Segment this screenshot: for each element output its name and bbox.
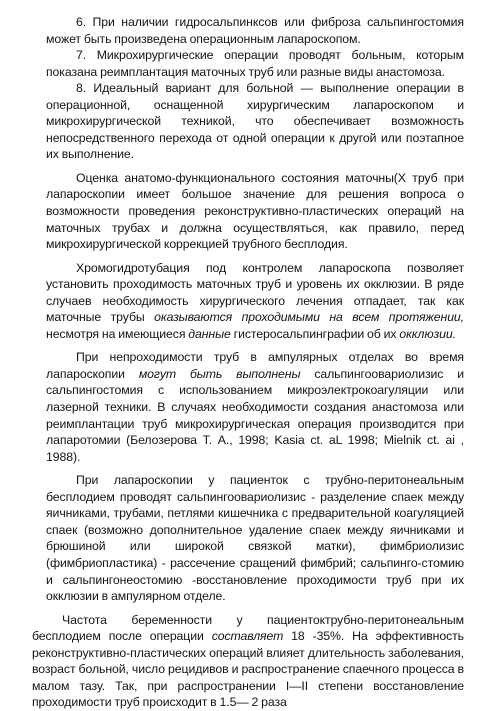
- paragraph-text: гистеросальпинграфии об их: [230, 326, 400, 341]
- paragraph-text: 7. Микрохирургические операции проводят больным, которым показана реимплантация маточных труб или разные виды анастомоза.: [46, 48, 464, 79]
- paragraph-item-7: [46, 47, 464, 80]
- paragraph-text: 6. При наличии гидросальпинксов или фиброза сальпингостомия может быть произведена операционным лапароскопом.: [46, 15, 464, 46]
- paragraph-item-8: [46, 80, 464, 163]
- paragraph-text: сальпингоовариолизис и сальпингостомия с использованием микроэлектрокоагуляции или лазерной техники. В случаях необходимости создания анастомоза или реимплантации труб микрохирургическая операция производится при лапаротомии (Белозерова Т. А., 1998; Kasia ct. aL 1998; Mielnik ct. ai , 1988).: [46, 366, 464, 464]
- paragraph-assessment: [46, 170, 464, 253]
- paragraph-text: Частота беременности у пациентоктрубно-перитонеальным бесплодием после операции: [32, 612, 464, 644]
- emphasis-text: окклюзии.: [399, 326, 456, 341]
- emphasis-text: составляет: [211, 629, 284, 644]
- paragraph-text: 8. Идеальный вариант для больной — выполнение операции в операционной, оснащенной хирургическим лапароскопом и микрохирургической техникой, что обеспечивает возможность непосредственного перехода от одной операции к другой или поэтапное их выполнение.: [46, 81, 464, 162]
- emphasis-text: оказываются проходимыми на всем протяжении,: [154, 310, 464, 325]
- paragraph-pregnancy-rate: [32, 612, 464, 711]
- paragraph-text: 18 -35%. На эффективность реконструктивно-пластических операций влияет длительность заболевания, возраст больной, число рецидивов и распространение спаечного процесса в малом тазу. Так, при распространении I—II степени восстановление проходимости труб происходит в 1.5— 2 раза: [32, 629, 464, 710]
- emphasis-text: могут быть выполнены: [138, 366, 301, 381]
- paragraph-text: несмотря на имеющиеся: [46, 326, 189, 341]
- paragraph-text: Хромогидротубация под контролем лапароскопа позволяет установить проходимость маточных труб и уровень их окклюзии. В ряде случаев необходимость хирургического лечения отпадает, так как маточные трубы: [46, 260, 464, 325]
- paragraph-text: При непроходимости труб в ампулярных отделах во время лапароскопии: [46, 350, 464, 381]
- emphasis-text: данные: [188, 326, 231, 341]
- paragraph-item-6: [46, 14, 464, 47]
- paragraph-text: При лапароскопии у пациенток с трубно-перитонеальным бесплодием проводят сальпингоовариолизис - разделение спаек между яичниками, трубами, петлями кишечника с предварительной коагуляцией спаек (возможно дополнительное удаление спаек между яичниками и брюшиной или широкой связкой матки), фимбриолизис (фимбриопластика) - рассечение сращений фимбрий; сальпинго-стомию и сальпингонеостомию -восстановление проходимости труб при их окклюзии в ампулярном отделе.: [46, 473, 464, 604]
- paragraph-obstruction: [46, 349, 464, 465]
- paragraph-text: Оценка анатомо-функционального состояния маточны(X труб при лапароскопии имеет большое значение для решения вопроса о возможности проведения реконструктивно-пластических операций на маточных трубах и должна осуществляться, как правило, перед микрохирургической коррекцией трубного бесплодия.: [46, 170, 464, 252]
- paragraph-chromohydrotubation: [46, 260, 464, 343]
- paragraph-laparoscopy: [46, 472, 464, 604]
